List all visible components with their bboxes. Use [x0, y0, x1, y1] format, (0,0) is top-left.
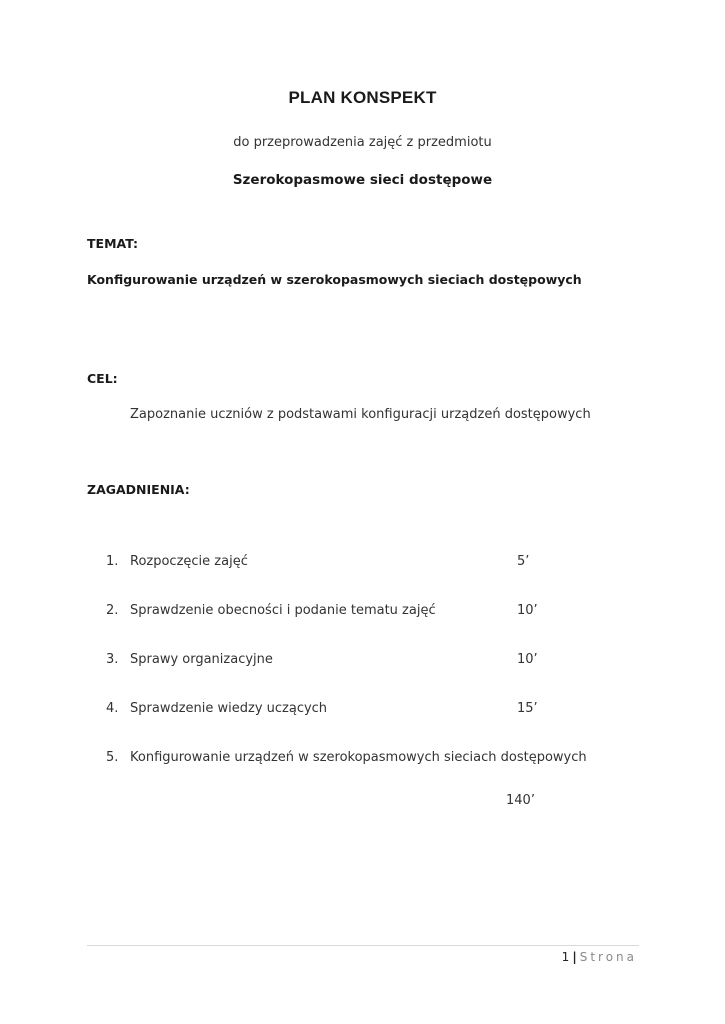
- list-item-duration: 10’: [517, 603, 538, 618]
- issues-label: ZAGADNIENIA:: [87, 482, 190, 497]
- footer-separator: |: [572, 950, 577, 964]
- list-item-duration: 140’: [506, 793, 535, 808]
- list-item-duration: 15’: [517, 701, 538, 716]
- topic-text: Konfigurowanie urządzeń w szerokopasmowych sieciach dostępowych: [87, 272, 582, 287]
- page-number: 1: [561, 950, 570, 964]
- list-item-number: 3.: [106, 652, 119, 667]
- subject-title: Szerokopasmowe sieci dostępowe: [232, 172, 493, 188]
- list-item-text: Konfigurowanie urządzeń w szerokopasmowych sieciach dostępowych: [130, 750, 587, 765]
- list-item: [0, 652, 725, 670]
- goal-text: Zapoznanie uczniów z podstawami konfiguracji urządzeń dostępowych: [130, 407, 591, 422]
- list-item-number: 4.: [106, 701, 119, 716]
- list-item-number: 2.: [106, 603, 119, 618]
- topic-label: TEMAT:: [87, 236, 139, 251]
- list-item-duration: 10’: [517, 652, 538, 667]
- subtitle: do przeprowadzenia zajęć z przedmiotu: [233, 135, 492, 150]
- list-item-text: Sprawdzenie obecności i podanie tematu zajęć: [130, 603, 436, 618]
- page-word: Strona: [579, 950, 637, 964]
- list-item: [0, 554, 725, 572]
- page-title: PLAN KONSPEKT: [288, 88, 437, 107]
- list-item: [0, 701, 725, 719]
- list-item-number: 1.: [106, 554, 119, 569]
- footer-divider: [87, 945, 639, 946]
- list-item-duration: 5’: [517, 554, 530, 569]
- list-item-text: Rozpoczęcie zajęć: [130, 554, 248, 569]
- list-item-text: Sprawy organizacyjne: [130, 652, 273, 667]
- goal-label: CEL:: [87, 371, 118, 386]
- page-footer: [562, 950, 637, 964]
- list-item-number: 5.: [106, 750, 119, 765]
- list-item: [0, 750, 725, 768]
- list-item: [0, 603, 725, 621]
- list-item-text: Sprawdzenie wiedzy uczących: [130, 701, 328, 716]
